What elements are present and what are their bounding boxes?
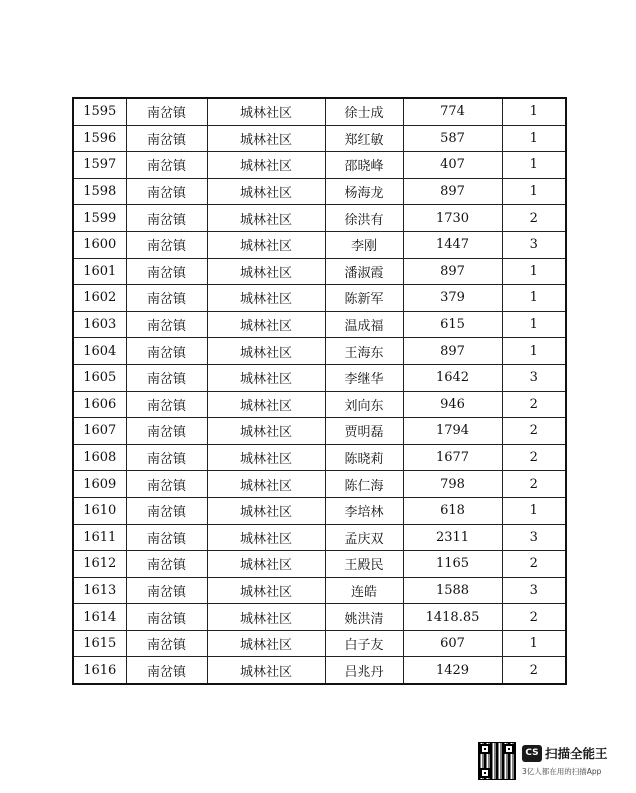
town-cell: 南岔镇 xyxy=(126,497,207,524)
name-cell: 陈仁海 xyxy=(325,471,403,498)
row-number-cell: 1606 xyxy=(73,391,126,418)
table-row xyxy=(73,524,566,551)
community-cell: 城林社区 xyxy=(207,364,325,391)
town-cell: 南岔镇 xyxy=(126,258,207,285)
amount-cell: 607 xyxy=(403,630,502,657)
community-cell: 城林社区 xyxy=(207,391,325,418)
amount-cell: 407 xyxy=(403,152,502,179)
table-row xyxy=(73,205,566,232)
camscanner-watermark xyxy=(478,742,618,782)
town-cell: 南岔镇 xyxy=(126,231,207,258)
row-number-cell: 1612 xyxy=(73,551,126,578)
records-table xyxy=(72,97,567,685)
name-cell: 李培林 xyxy=(325,497,403,524)
name-cell: 李继华 xyxy=(325,364,403,391)
community-cell: 城林社区 xyxy=(207,205,325,232)
count-cell: 1 xyxy=(502,338,566,365)
row-number-cell: 1599 xyxy=(73,205,126,232)
town-cell: 南岔镇 xyxy=(126,125,207,152)
row-number-cell: 1608 xyxy=(73,444,126,471)
table-row xyxy=(73,258,566,285)
name-cell: 陈新军 xyxy=(325,285,403,312)
amount-cell: 1730 xyxy=(403,205,502,232)
community-cell: 城林社区 xyxy=(207,178,325,205)
row-number-cell: 1611 xyxy=(73,524,126,551)
table-row xyxy=(73,178,566,205)
community-cell: 城林社区 xyxy=(207,125,325,152)
amount-cell: 379 xyxy=(403,285,502,312)
name-cell: 孟庆双 xyxy=(325,524,403,551)
row-number-cell: 1604 xyxy=(73,338,126,365)
count-cell: 3 xyxy=(502,364,566,391)
qr-code-icon xyxy=(478,742,516,780)
town-cell: 南岔镇 xyxy=(126,551,207,578)
row-number-cell: 1597 xyxy=(73,152,126,179)
community-cell: 城林社区 xyxy=(207,604,325,631)
table-row xyxy=(73,231,566,258)
table-row xyxy=(73,338,566,365)
community-cell: 城林社区 xyxy=(207,152,325,179)
row-number-cell: 1613 xyxy=(73,577,126,604)
community-cell: 城林社区 xyxy=(207,524,325,551)
table-row xyxy=(73,125,566,152)
row-number-cell: 1609 xyxy=(73,471,126,498)
name-cell: 杨海龙 xyxy=(325,178,403,205)
count-cell: 3 xyxy=(502,231,566,258)
table-row xyxy=(73,630,566,657)
row-number-cell: 1600 xyxy=(73,231,126,258)
community-cell: 城林社区 xyxy=(207,98,325,125)
table-row xyxy=(73,391,566,418)
town-cell: 南岔镇 xyxy=(126,418,207,445)
name-cell: 邵晓峰 xyxy=(325,152,403,179)
count-cell: 1 xyxy=(502,311,566,338)
brand-name: 扫描全能王 xyxy=(545,746,608,761)
table-row xyxy=(73,577,566,604)
row-number-cell: 1602 xyxy=(73,285,126,312)
count-cell: 2 xyxy=(502,418,566,445)
town-cell: 南岔镇 xyxy=(126,604,207,631)
community-cell: 城林社区 xyxy=(207,657,325,684)
amount-cell: 1429 xyxy=(403,657,502,684)
town-cell: 南岔镇 xyxy=(126,338,207,365)
name-cell: 姚洪清 xyxy=(325,604,403,631)
count-cell: 1 xyxy=(502,152,566,179)
table-row xyxy=(73,418,566,445)
town-cell: 南岔镇 xyxy=(126,152,207,179)
count-cell: 3 xyxy=(502,577,566,604)
name-cell: 连皓 xyxy=(325,577,403,604)
town-cell: 南岔镇 xyxy=(126,178,207,205)
cs-logo-icon: CS xyxy=(522,745,542,762)
name-cell: 李刚 xyxy=(325,231,403,258)
count-cell: 1 xyxy=(502,258,566,285)
community-cell: 城林社区 xyxy=(207,231,325,258)
community-cell: 城林社区 xyxy=(207,258,325,285)
table-row xyxy=(73,604,566,631)
row-number-cell: 1615 xyxy=(73,630,126,657)
community-cell: 城林社区 xyxy=(207,285,325,312)
brand-tagline: 3亿人都在用的扫描App xyxy=(522,767,602,776)
name-cell: 郑红敏 xyxy=(325,125,403,152)
name-cell: 潘淑霞 xyxy=(325,258,403,285)
table-row xyxy=(73,551,566,578)
count-cell: 2 xyxy=(502,205,566,232)
amount-cell: 1447 xyxy=(403,231,502,258)
table-row xyxy=(73,497,566,524)
town-cell: 南岔镇 xyxy=(126,98,207,125)
table-row xyxy=(73,285,566,312)
town-cell: 南岔镇 xyxy=(126,630,207,657)
town-cell: 南岔镇 xyxy=(126,364,207,391)
town-cell: 南岔镇 xyxy=(126,285,207,312)
town-cell: 南岔镇 xyxy=(126,657,207,684)
amount-cell: 1677 xyxy=(403,444,502,471)
community-cell: 城林社区 xyxy=(207,577,325,604)
town-cell: 南岔镇 xyxy=(126,524,207,551)
town-cell: 南岔镇 xyxy=(126,391,207,418)
row-number-cell: 1596 xyxy=(73,125,126,152)
row-number-cell: 1605 xyxy=(73,364,126,391)
name-cell: 徐洪有 xyxy=(325,205,403,232)
community-cell: 城林社区 xyxy=(207,471,325,498)
table-row xyxy=(73,152,566,179)
name-cell: 吕兆丹 xyxy=(325,657,403,684)
name-cell: 王海东 xyxy=(325,338,403,365)
amount-cell: 1794 xyxy=(403,418,502,445)
row-number-cell: 1598 xyxy=(73,178,126,205)
amount-cell: 798 xyxy=(403,471,502,498)
table-row xyxy=(73,471,566,498)
count-cell: 1 xyxy=(502,285,566,312)
count-cell: 1 xyxy=(502,178,566,205)
table-row xyxy=(73,98,566,125)
community-cell: 城林社区 xyxy=(207,497,325,524)
name-cell: 温成福 xyxy=(325,311,403,338)
count-cell: 1 xyxy=(502,125,566,152)
row-number-cell: 1616 xyxy=(73,657,126,684)
count-cell: 2 xyxy=(502,471,566,498)
amount-cell: 1588 xyxy=(403,577,502,604)
row-number-cell: 1595 xyxy=(73,98,126,125)
count-cell: 1 xyxy=(502,98,566,125)
community-cell: 城林社区 xyxy=(207,630,325,657)
amount-cell: 1165 xyxy=(403,551,502,578)
row-number-cell: 1603 xyxy=(73,311,126,338)
table-row xyxy=(73,444,566,471)
row-number-cell: 1601 xyxy=(73,258,126,285)
town-cell: 南岔镇 xyxy=(126,311,207,338)
community-cell: 城林社区 xyxy=(207,311,325,338)
town-cell: 南岔镇 xyxy=(126,205,207,232)
amount-cell: 946 xyxy=(403,391,502,418)
amount-cell: 618 xyxy=(403,497,502,524)
count-cell: 3 xyxy=(502,524,566,551)
community-cell: 城林社区 xyxy=(207,338,325,365)
count-cell: 2 xyxy=(502,657,566,684)
count-cell: 1 xyxy=(502,497,566,524)
town-cell: 南岔镇 xyxy=(126,471,207,498)
name-cell: 王殿民 xyxy=(325,551,403,578)
name-cell: 徐士成 xyxy=(325,98,403,125)
table-row xyxy=(73,311,566,338)
amount-cell: 897 xyxy=(403,338,502,365)
count-cell: 2 xyxy=(502,551,566,578)
name-cell: 贾明磊 xyxy=(325,418,403,445)
amount-cell: 897 xyxy=(403,258,502,285)
count-cell: 2 xyxy=(502,444,566,471)
town-cell: 南岔镇 xyxy=(126,577,207,604)
community-cell: 城林社区 xyxy=(207,418,325,445)
amount-cell: 587 xyxy=(403,125,502,152)
amount-cell: 615 xyxy=(403,311,502,338)
table-row xyxy=(73,657,566,684)
town-cell: 南岔镇 xyxy=(126,444,207,471)
amount-cell: 2311 xyxy=(403,524,502,551)
count-cell: 2 xyxy=(502,604,566,631)
count-cell: 2 xyxy=(502,391,566,418)
row-number-cell: 1607 xyxy=(73,418,126,445)
amount-cell: 1418.85 xyxy=(403,604,502,631)
name-cell: 白子友 xyxy=(325,630,403,657)
community-cell: 城林社区 xyxy=(207,551,325,578)
records-table-body xyxy=(73,98,566,684)
name-cell: 陈晓莉 xyxy=(325,444,403,471)
row-number-cell: 1610 xyxy=(73,497,126,524)
amount-cell: 897 xyxy=(403,178,502,205)
table-row xyxy=(73,364,566,391)
amount-cell: 1642 xyxy=(403,364,502,391)
amount-cell: 774 xyxy=(403,98,502,125)
name-cell: 刘向东 xyxy=(325,391,403,418)
community-cell: 城林社区 xyxy=(207,444,325,471)
row-number-cell: 1614 xyxy=(73,604,126,631)
count-cell: 1 xyxy=(502,630,566,657)
